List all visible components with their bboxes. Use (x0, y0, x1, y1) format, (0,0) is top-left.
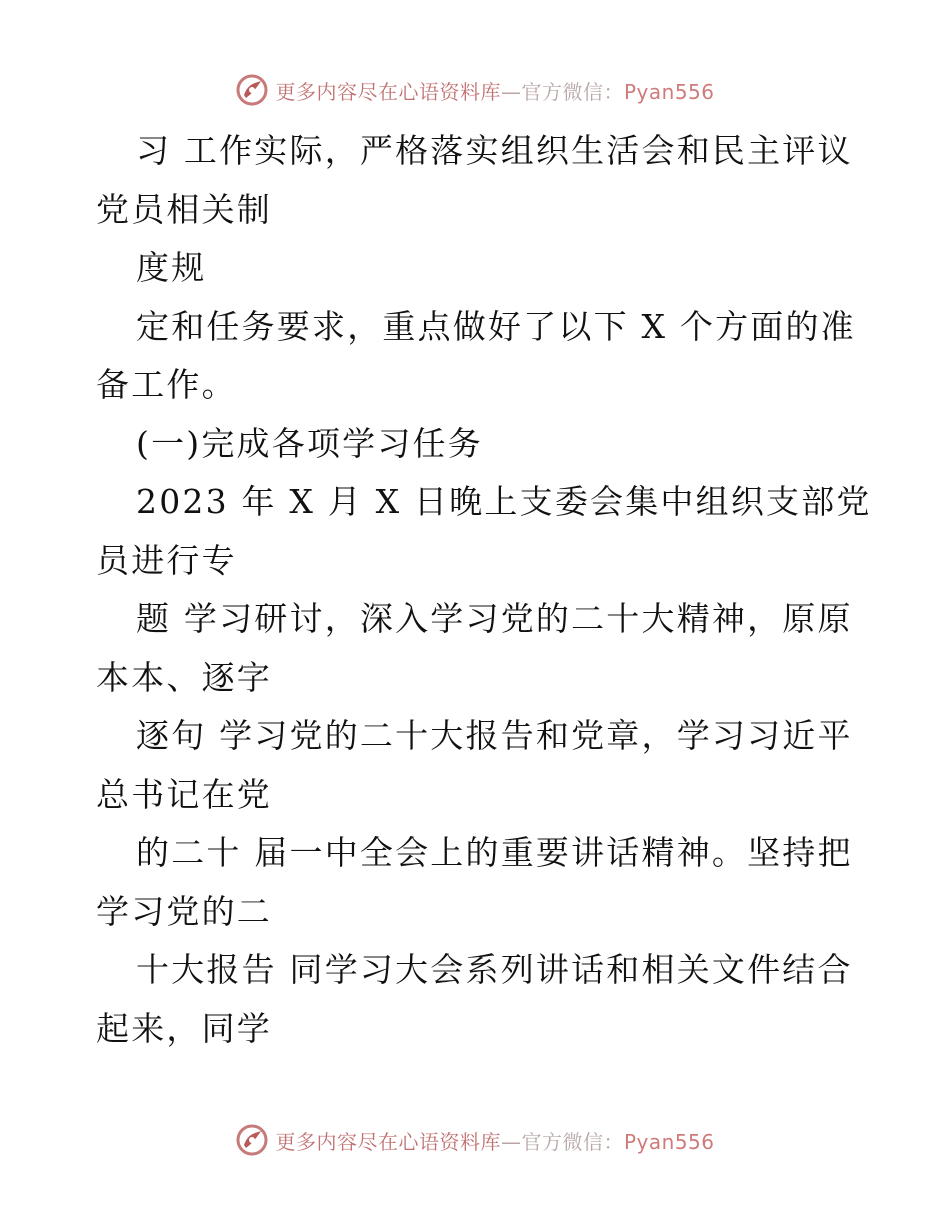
body-line: 员进行专 (96, 540, 237, 580)
watermark-contact-text: 官方微信： (521, 1129, 624, 1154)
watermark-text (275, 1126, 714, 1155)
body-line: 度规 (136, 248, 207, 287)
watermark-text (275, 76, 714, 105)
header-watermark (0, 70, 950, 110)
body-line: 总书记在党 (96, 774, 272, 814)
body-line: 习 工作实际，严格落实组织生活会和民主评议 (136, 131, 853, 170)
body-line: 本本、逐字 (96, 657, 272, 697)
seal-logo-icon (235, 73, 269, 107)
watermark-separator: — (500, 1129, 522, 1154)
body-line: 党员相关制 (96, 189, 272, 229)
watermark-contact-text: 官方微信： (521, 79, 624, 104)
body-line: 十大报告 同学习大会系列讲话和相关文件结合 (136, 950, 853, 989)
watermark-separator: — (500, 79, 522, 104)
body-line: 的二十 届一中全会上的重要讲话精神。坚持把 (136, 833, 853, 872)
body-line: (一)完成各项学习任务 (136, 423, 483, 463)
watermark-site-text: 更多内容尽在心语资料库 (275, 79, 501, 104)
body-line: 定和任务要求，重点做好了以下 X 个方面的准 (136, 306, 856, 346)
footer-watermark (0, 1120, 950, 1160)
body-line: 起来，同学 (96, 1008, 272, 1048)
body-line: 2023 年 X 月 X 日晚上支委会集中组织支部党 (136, 482, 872, 521)
body-line: 逐句 学习党的二十大报告和党章，学习习近平 (136, 716, 853, 755)
watermark-site-text: 更多内容尽在心语资料库 (275, 1129, 501, 1154)
seal-logo-icon (235, 1123, 269, 1157)
watermark-contact-id: Pyan556 (623, 79, 715, 104)
body-line: 学习党的二 (96, 891, 272, 931)
body-line: 备工作。 (96, 365, 237, 404)
body-line: 题 学习研讨，深入学习党的二十大精神，原原 (136, 599, 853, 638)
watermark-contact-id: Pyan556 (623, 1129, 715, 1154)
document-body (96, 122, 872, 1058)
